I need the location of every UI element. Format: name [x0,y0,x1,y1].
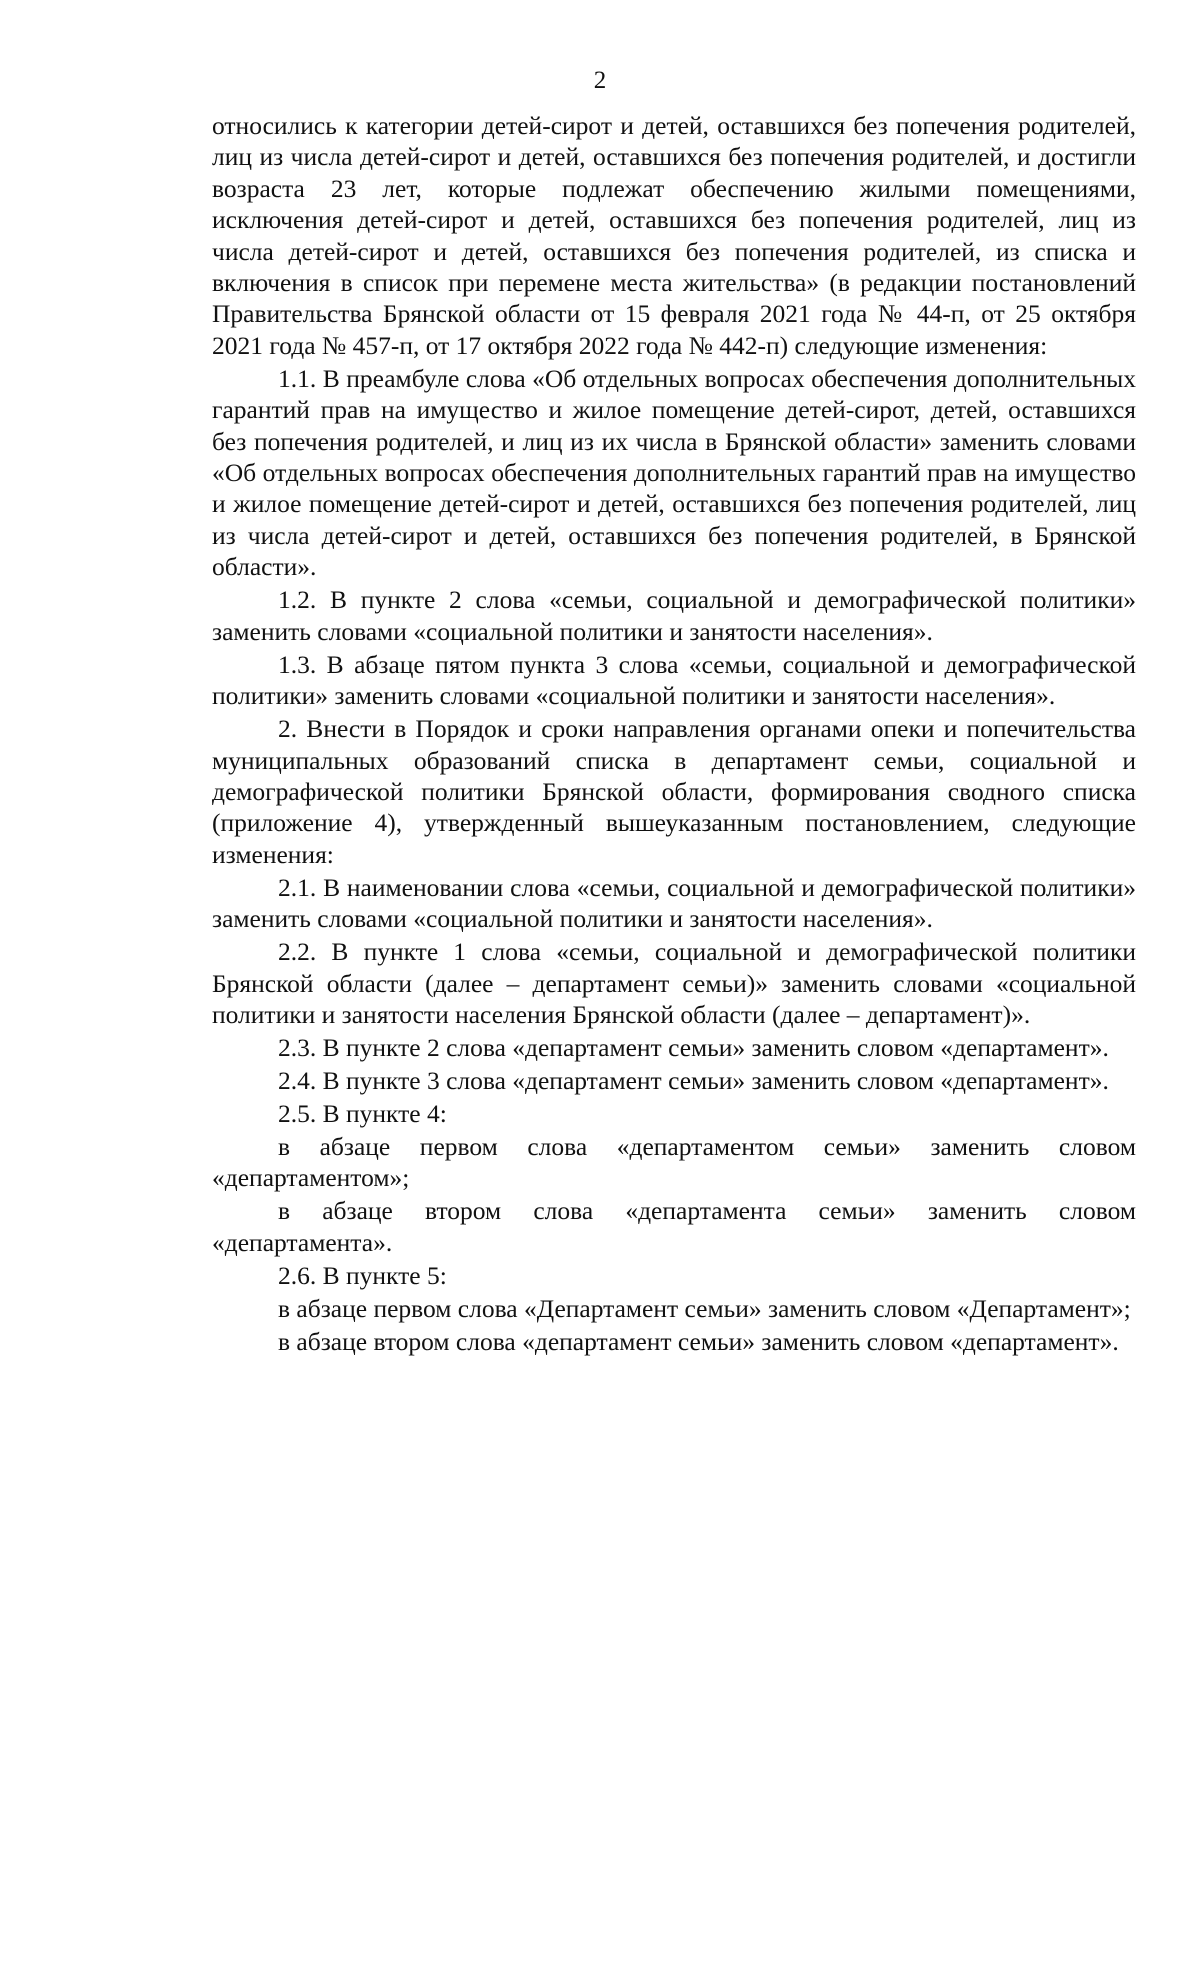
paragraph-2-6-abzac-2: в абзаце втором слова «департамент семьи» заменить словом «департамент». [278,1326,1119,1356]
paragraph-2-6: 2.6. В пункте 5: [278,1260,447,1290]
page-number: 2 [593,67,607,94]
paragraph-2-5: 2.5. В пункте 4: [278,1098,447,1128]
paragraph-1-2: 1.2. В пункте 2 слова «семьи, социальной и демографической политики» заменить словами «социальной политики и занятости населения». [212,585,1136,646]
paragraph-2-1: 2.1. В наименовании слова «семьи, социальной и демографической политики» заменить словами «социальной политики и занятости населения». [212,872,1136,934]
document-body [212,110,1136,1359]
paragraph-2: 2. Внести в Порядок и сроки направления органами опеки и попечительства муниципальных образований списка в департамент семьи, социальной и демографической политики Брянской области, формирования сводного списка (приложение 4), утвержденный вышеуказанным постановлением, следующие изменения: [212,714,1136,869]
paragraph-1-1: 1.1. В преамбуле слова «Об отдельных вопросах обеспечения дополнительных гарантий прав на имущество и жилое помещение детей-сирот, детей, оставшихся без попечения родителей, и лиц из их числа в Брянской области» заменить словами «Об отдельных вопросах обеспечения дополнительных гарантий прав на имущество и жилое помещение детей-сирот и детей, оставшихся без попечения родителей, лиц из числа детей-сирот и детей, оставшихся без попечения родителей, в Брянской области». [212,363,1136,582]
paragraph-2-5-abzac-1: в абзаце первом слова «департаментом семьи» заменить словом «департаментом»; [212,1131,1136,1193]
paragraph-2-3: 2.3. В пункте 2 слова «департамент семьи» заменить словом «департамент». [278,1032,1109,1062]
paragraph-2-4: 2.4. В пункте 3 слова «департамент семьи» заменить словом «департамент». [278,1065,1109,1095]
paragraph-continuation: относились к категории детей-сирот и детей, оставшихся без попечения родителей, лиц из числа детей-сирот и детей, оставшихся без попечения родителей, и достигли возраста 23 лет, которые подлежат обеспечению жилыми помещениями, исключения детей-сирот и детей, оставшихся без попечения родителей, лиц из числа детей-сирот и детей, оставшихся без попечения родителей, из списка и включения в список при перемене места жительства» (в редакции постановлений Правительства Брянской области от 15 февраля 2021 года № 44-п, от 25 октября 2021 года № 457-п, от 17 октября 2022 года № 442-п) следующие изменения: [212,111,1136,360]
paragraph-2-2: 2.2. В пункте 1 слова «семьи, социальной и демографической политики Брянской области (далее – департамент семьи)» заменить словами «социальной политики и занятости населения Брянской области (далее – департамент)». [212,937,1136,1029]
paragraph-2-5-abzac-2: в абзаце втором слова «департамента семьи» заменить словом «департамента». [212,1196,1136,1257]
paragraph-2-6-abzac-1: в абзаце первом слова «Департамент семьи» заменить словом «Департамент»; [278,1293,1131,1323]
paragraph-1-3: 1.3. В абзаце пятом пункта 3 слова «семьи, социальной и демографической политики» заменить словами «социальной политики и занятости населения». [212,649,1136,711]
